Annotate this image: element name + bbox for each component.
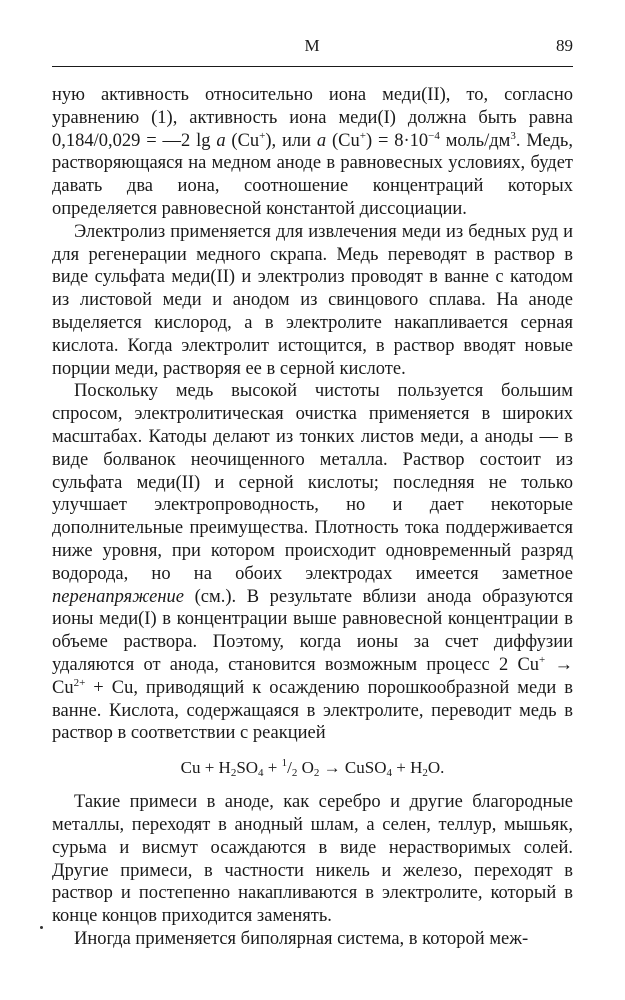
page-number: 89 <box>556 36 573 55</box>
page-header <box>52 36 573 67</box>
paragraph-1: ную активность относительно иона меди(II), то, согласно уравнению (1), активность иона меди(I) должна быть равна 0,184/0,029 = —2 lg a (Cu+), или a $(Cu^+) = 8\cdot 10^{-4}$ моль/$дм^3$. Медь, растворяющаяся на медном аноде в равновесных условиях, будет давать два иона, соотношение концентраций которых определяется равновесной константой диссоциации. <box>52 85 573 219</box>
paragraph-3: Поскольку медь высокой чистоты пользуется большим спросом, электролитическая очистка применяется в широких масштабах. Катоды делают из тонких листов меди, а аноды — в виде болванок неочищенного металла. Раствор состоит из сульфата меди(II) и серной кислоты; последняя не только улучшает электропроводность, но и дает некоторые дополнительные преимущества. Плотность тока поддерживается ниже уровня, при котором происходит одновременный разряд водорода, но на обоих электродах имеется заметное перенапряжение (см.). В результате вблизи анода образуются ионы меди(I) в концентрации выше равновесной концентрации в объеме раствора. Поэтому, когда ионы за счет диффузии удаляются от анода, становится возможным процесс 2 $Cu^+ \to Cu^{2+} + Cu$, приводящий к осаждению порошкообразной меди в ванне. Кислота, содержащаяся в электролите, переводит медь в раствор в соответствии с реакцией <box>52 381 573 744</box>
body-text <box>52 84 573 951</box>
term-overvoltage: перенапряжение <box>52 586 185 607</box>
paragraph-5: Иногда применяется биполярная система, в которой меж- <box>74 928 529 949</box>
margin-dot <box>40 926 43 929</box>
running-head: М <box>304 36 321 55</box>
reaction-equation: $Cu + H_2SO_4 + ^1/_2$ $O_2$ → CuSO$_4$ + $H_2O$. <box>180 757 445 780</box>
paragraph-2: Электролиз применяется для извлечения меди из бедных руд и для регенерации медного скрапа. Медь переводят в раствор в виде сульфата меди(II) и электролиз проводят в ванне с катодом из листовой меди и анодом из свинцового сплава. На аноде выделяется кислород, а в электролите накапливается серная кислота. Когда электролит истощится, в раствор вводят новые порции меди, растворяя ее в серной кислоте. <box>52 221 573 379</box>
paragraph-4: Такие примеси в аноде, как серебро и другие благородные металлы, переходят в анодный шлам, а селен, теллур, мышьяк, сурьма и висмут осаждаются в виде нерастворимых солей. Другие примеси, в частности никель и железо, переходят в раствор и постепенно накапливаются в электролите, который в конце концов приходится заменять. <box>52 792 573 927</box>
